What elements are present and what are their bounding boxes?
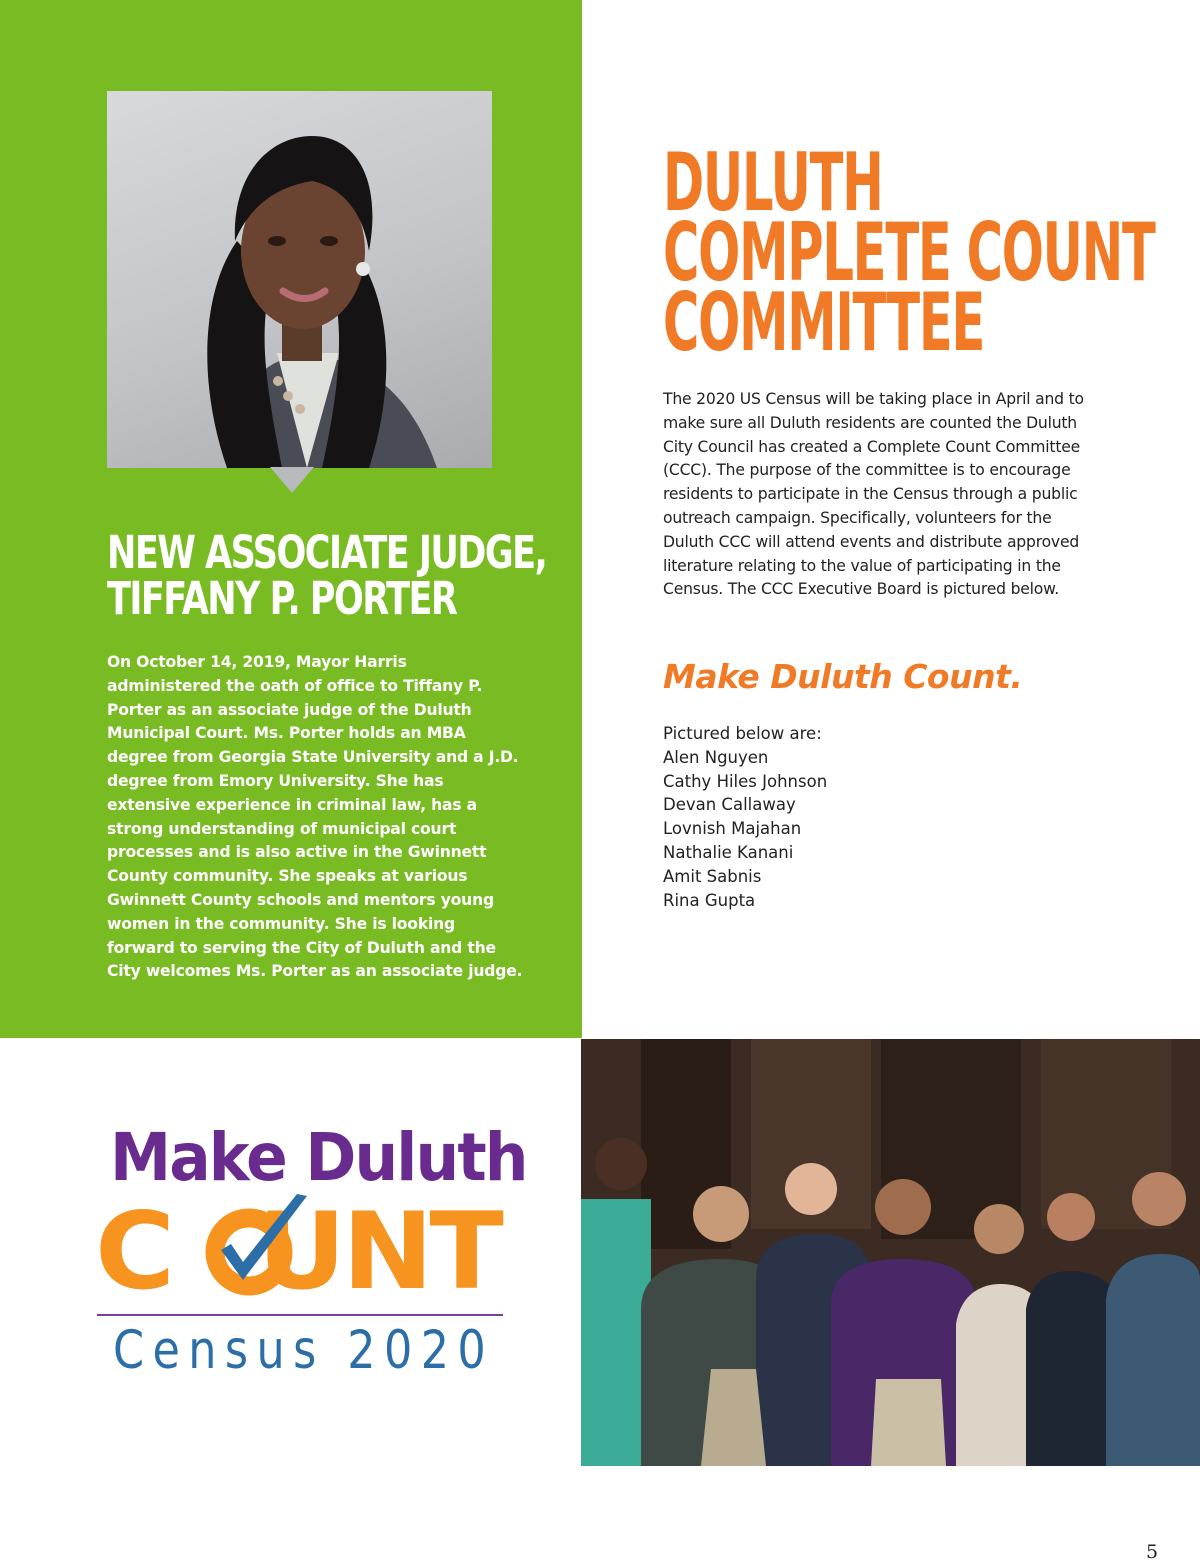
member-name: Amit Sabnis bbox=[663, 866, 762, 886]
photo-pointer bbox=[270, 467, 314, 493]
ccc-body-text: The 2020 US Census will be taking place in April and to make sure all Duluth residents are counted the Duluth City Council has created a Complete Count Committee (CCC). The purpose of the committee is to encourage residents to participate in the Census through a public outreach campaign. Specifically, volunteers for the Duluth CCC will attend events and distribute approved literature relating to the value of participating in the Census. The CCC Executive Board is pictured below. bbox=[663, 390, 1084, 599]
logo-count-c: C bbox=[95, 1190, 172, 1313]
member-name: Lovnish Majahan bbox=[663, 819, 802, 839]
checkmark-o-icon bbox=[191, 1182, 311, 1302]
pictured-list bbox=[663, 722, 1063, 912]
page-number: 5 bbox=[1146, 1541, 1159, 1563]
judge-body-text: On October 14, 2019, Mayor Harris administered the oath of office to Tiffany P. Porter as an associate judge of the Duluth Municipal Court. Ms. Porter holds an MBA degree from Georgia State University and a J.D. degree from Emory University. She has extensive experience in criminal law, has a strong understanding of municipal court processes and is also active in the Gwinnett County community. She speaks at various Gwinnett County schools and mentors young women in the community. She is looking forward to serving the City of Duluth and the City welcomes Ms. Porter as an associate judge. bbox=[107, 653, 523, 981]
census-logo bbox=[95, 1119, 527, 1390]
ccc-title-line1: DULUTH bbox=[663, 136, 883, 229]
member-name: Nathalie Kanani bbox=[663, 842, 794, 862]
member-name: Rina Gupta bbox=[663, 890, 756, 910]
logo-make-duluth: Make Duluth bbox=[110, 1119, 527, 1196]
ccc-title bbox=[663, 136, 1155, 369]
member-name: Alen Nguyen bbox=[663, 747, 769, 767]
ccc-group-photo bbox=[581, 1039, 1200, 1466]
judge-title-line2: TIFFANY P. PORTER bbox=[107, 572, 457, 625]
logo-census-2020: Census 2020 bbox=[113, 1320, 495, 1381]
member-name: Devan Callaway bbox=[663, 795, 796, 815]
logo-count-unt: UNT bbox=[257, 1190, 500, 1313]
ccc-title-line3: COMMITTEE bbox=[663, 276, 985, 369]
ccc-title-line2: COMPLETE COUNT bbox=[663, 206, 1155, 299]
pictured-heading: Pictured below are: bbox=[663, 724, 822, 743]
group-photo-illustration bbox=[581, 1039, 1200, 1466]
judge-title bbox=[107, 526, 547, 625]
judge-title-line1: NEW ASSOCIATE JUDGE, bbox=[107, 526, 547, 579]
member-name: Cathy Hiles Johnson bbox=[663, 771, 828, 791]
slogan: Make Duluth Count. bbox=[663, 657, 1023, 696]
judge-portrait-photo bbox=[107, 91, 492, 468]
judge-portrait-illustration bbox=[107, 91, 492, 468]
